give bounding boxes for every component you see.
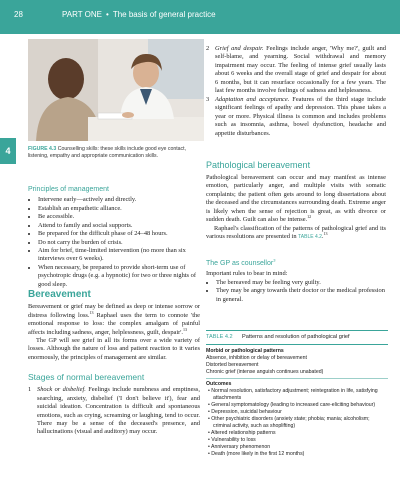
bereavement-section [28,288,200,362]
table-row: Absence, inhibition or delay of bereavement [206,355,307,362]
list-item: • Other psychiatric disorders (anxiety state; phobia; mania; alcoholism; criminal activity, such as shoplifting) [213,416,388,430]
stages-continued [206,45,386,138]
item-lead: Adaptation and acceptance. [215,95,290,103]
table-reference: TABLE 4.2 [298,234,322,241]
reference-mark: 13 [89,309,94,315]
table-section-patterns [206,348,388,376]
list-item: • Vulnerability to loss [213,437,388,444]
list-item: • Establish an empathetic alliance. [38,205,200,213]
list-item: • The bereaved may be feeling very guilty. [216,279,386,287]
figure-caption [28,146,204,160]
list-item: • Depression, suicidal behaviour [213,409,388,416]
counselling-photo [28,39,204,141]
page-header [0,0,400,34]
item-text: Features of the third stage include significant feelings of apathy and depression. This phase takes a year or more. Physical illness is common and includes problems such as insomnia, asthma, bowel dysfunction, headache and appetite disturbances. [215,95,386,137]
running-head-separator: • [106,10,109,19]
reference-mark: 13 [323,230,328,236]
stages-list [28,386,200,437]
list-item: • Be prepared for the difficult phase of 24–48 hours. [38,230,200,238]
bereavement-paragraph-2: The GP will see grief in all its forms over a wide variety of losses. Although the nature of loss and patient reaction to it varies enormously, the principles of management are similar. [28,337,200,361]
part-label: PART ONE [62,10,103,19]
list-item: • Normal resolution, satisfactory adjustment; reintegration in life, satisfying attachments [213,388,388,402]
table-4-2 [206,330,388,459]
text-run: Raphael uses the term to connote 'the emotional response to loss: the complex amalgam of painful affects including sadness, anger, helplessness, guilt, despair'. [28,311,200,336]
table-section-heading: Outcomes [206,381,232,388]
table-header [206,330,388,345]
list-item [206,96,386,138]
list-item: • Attend to family and social supports. [38,222,200,230]
page-number: 28 [14,10,23,19]
part-title: The basis of general practice [112,10,216,19]
list-item: • Do not carry the burden of crisis. [38,239,200,247]
principles-heading: Principles of management [28,186,109,193]
outcomes-list [206,388,388,458]
list-item: • General symptomatology (leading to increased care-eliciting behaviour) [213,402,388,409]
reference-mark: 12 [307,214,312,220]
bereavement-paragraph-1 [28,303,200,337]
principles-section [28,185,200,289]
stages-section [28,372,200,437]
reference-mark: 13 [183,326,188,332]
list-item [28,386,200,437]
table-row: Distorted bereavement [206,362,259,369]
chapter-tab: 4 [0,138,16,164]
running-head [62,10,216,19]
figure-label: FIGURE 4.3 [28,146,57,152]
item-text: Feelings include anger, 'Why me?', guilt and self-blame, and yearning. Social withdrawal and memory impairment may occur. The feeling of intense grief usually lasts about 6 weeks and the overall stage of grief and despair for about 6 months, but it can resurface occasionally for a few years. The last few months involve feelings of sadness and helplessness. [215,45,386,95]
text-run: Bereavement or grief may be defined as deep or intense sorrow or distress following loss. [28,303,200,319]
table-row: Chronic grief (intense anguish continues unabated) [206,369,324,376]
list-item: • Aim for brief, time-limited intervention (no more than six interviews over 6 weeks). [38,247,200,264]
item-number: 2 [206,45,210,52]
text-run: Raphael's classification of the patterns of pathological grief and its various resolutions are presented in [206,224,386,241]
item-number: 1 [28,386,32,394]
pathological-heading: Pathological bereavement [206,160,311,170]
stages-heading: Stages of normal bereavement [28,372,145,382]
pathological-paragraph-1 [206,174,386,225]
table-number: TABLE 4.2 [206,334,233,340]
bereavement-heading: Bereavement [28,289,91,300]
heading-text: The GP as counsellor [206,260,274,267]
gp-counsellor-heading [206,259,386,268]
list-item: • Be accessible. [38,213,200,221]
list-item: • Intervene early—actively and directly. [38,196,200,204]
table-title: Patterns and resolution of pathological grief [242,334,350,340]
list-item: • When necessary, be prepared to provide short-term use of psychotropic drugs (e.g. a hypnotic) for two or three nights of good sleep. [38,264,200,289]
list-item [206,45,386,96]
table-divider [206,378,388,379]
list-item: • They may be angry towards their doctor or the medical profession in general. [216,287,386,304]
item-text: Feelings include numbness and emptiness, searching, anxiety, disbelief ('I don't believe it'), fear and suicidal ideation. Concentration is difficult and spontaneous emotions, such as crying, screaming or laughing, tend to occur. There may be a sense of the deceased's presence, and hallucinations (visual and auditory) may occur. [37,386,200,436]
list-item: • Anniversary phenomenon [213,444,388,451]
item-number: 3 [206,95,210,103]
table-section-outcomes [206,381,388,458]
table-section-heading: Morbid or pathological patterns [206,348,284,355]
item-lead: Grief and despair. [215,45,264,52]
principles-list [28,196,200,289]
pathological-section [206,160,386,242]
gp-counsellor-section [206,259,386,304]
list-item: • Altered relationship patterns [213,430,388,437]
gp-counsellor-intro: Important rules to bear in mind: [206,270,288,278]
pathological-paragraph-2: Raphael's classification of the patterns of pathological grief and its various resolutions are presented in TABLE 4.2.13 [206,224,386,241]
list-item: • Death (more likely in the first 12 months) [213,451,388,458]
stages-list-continued [206,45,386,138]
item-lead: Shock or disbelief. [37,386,86,394]
reference-mark: 3 [273,257,276,263]
figure-caption-text: Counselling skills: these skills include good eye contact, listening, empathy and appropriate communication skills. [28,146,187,160]
text-run: Pathological bereavement can occur and may manifest as intense emotion, particularly anger, and multiple visits with somatic complaints; the patient often gets around to long dissertations about the deceased and the circumstances surrounding death. Extreme anger is likely when the sense of rejection is great, as with divorce or sudden death. Guilt can also be intense. [206,173,386,224]
gp-counsellor-list [206,279,386,304]
